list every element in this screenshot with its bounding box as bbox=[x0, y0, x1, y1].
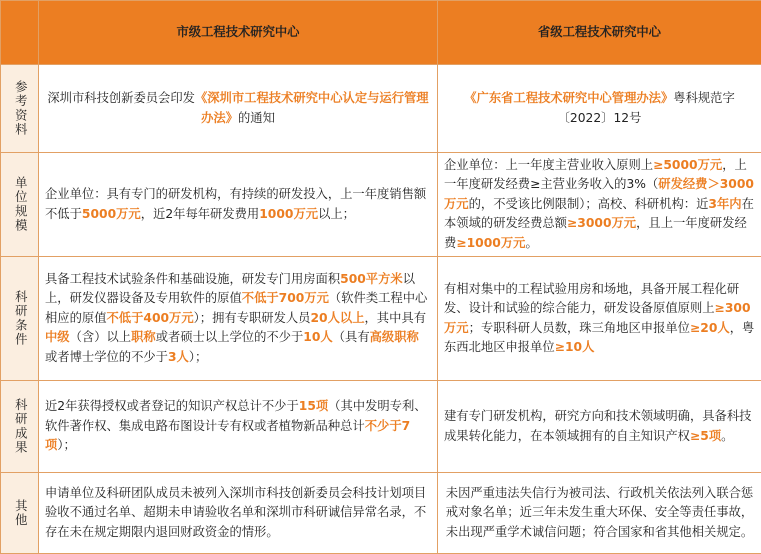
body-text: ）；拥有专职研发人员 bbox=[194, 311, 311, 325]
row-label-scale: 单位规模 bbox=[1, 153, 39, 257]
body-text: 具备工程技术试验条件和基础设施，研发专门用房面积 bbox=[45, 272, 340, 286]
body-text: 近2年获得授权或者登记的知识产权总计不少于 bbox=[45, 399, 299, 413]
body-text: 未因严重违法失信行为被司法、行政机关依法列入联合惩戒对象名单；近三年未发生重大环保、安全等责任事故，未出现严重学术诚信问题；符合国家和省其他相关规定。 bbox=[446, 486, 753, 539]
highlight-text: 研发经费＞3000万元 bbox=[444, 177, 754, 211]
body-text: 建有专门研发机构，研究方向和技术领域明确，具备科技成果转化能力，在本领域拥有的自主知识产权 bbox=[444, 409, 751, 443]
highlight-text: ≥20人 bbox=[690, 321, 730, 335]
highlight-text: 10人 bbox=[303, 330, 332, 344]
row-label-research-conditions: 科研条件 bbox=[1, 257, 39, 381]
highlight-text: 3年内 bbox=[708, 197, 741, 211]
body-text: 。 bbox=[721, 429, 733, 443]
body-text: 粤科规范字〔2022〕12号 bbox=[558, 91, 735, 125]
body-text: ，且上一年度研发经费 bbox=[444, 216, 747, 250]
body-text: （软件类工程中心相应的原值 bbox=[45, 291, 427, 325]
highlight-text: ≥3000万元 bbox=[567, 216, 636, 230]
body-text: 申请单位及科研团队成员未被列入深圳市科技创新委员会科技计划项目验收不通过名单、超期未申请验收名单和深圳市科研诚信异常名录，不存在未在规定期限内退回财政资金的情形。 bbox=[45, 486, 426, 539]
row-reference bbox=[1, 65, 761, 153]
body-text: 。 bbox=[525, 236, 537, 250]
row-research-conditions bbox=[1, 257, 761, 381]
highlight-text: ≥5000万元 bbox=[653, 158, 722, 172]
body-text: ，近2年每年研发费用 bbox=[141, 207, 260, 221]
highlight-text: 15项 bbox=[299, 399, 328, 413]
province-reference-cell bbox=[438, 65, 761, 153]
body-text: ，其中具有 bbox=[365, 311, 427, 325]
city-other-cell bbox=[39, 473, 438, 554]
row-label-research-results: 科研成果 bbox=[1, 381, 39, 473]
body-text: （具有 bbox=[333, 330, 370, 344]
body-text: ，上一年度研发经费≥主营业务收入的3%（ bbox=[444, 158, 747, 192]
body-text: ）； bbox=[189, 350, 207, 364]
highlight-text: 《广东省工程技术研究中心管理办法》 bbox=[464, 91, 673, 105]
highlight-text: 《深圳市工程技术研究中心认定与运行管理办法》 bbox=[195, 91, 429, 125]
header-row bbox=[1, 1, 761, 65]
body-text: 或者硕士以上学位的不少于 bbox=[156, 330, 304, 344]
row-research-results bbox=[1, 381, 761, 473]
row-scale bbox=[1, 153, 761, 257]
body-text: 深圳市科技创新委员会印发 bbox=[47, 91, 195, 105]
header-city-level: 市级工程技术研究中心 bbox=[39, 1, 438, 65]
body-text: 企业单位：具有专门的研发机构，有持续的研发投入，上一年度销售额不低于 bbox=[45, 187, 426, 221]
row-label-reference: 参考资料 bbox=[1, 65, 39, 153]
province-other-cell bbox=[438, 473, 761, 554]
province-conditions-cell bbox=[438, 257, 761, 381]
body-text: ；专职科研人员数，珠三角地区申报单位 bbox=[469, 321, 690, 335]
highlight-text: ≥10人 bbox=[555, 340, 595, 354]
highlight-text: 不少于7项 bbox=[45, 419, 410, 453]
highlight-text: 5000万元 bbox=[82, 207, 141, 221]
body-text: 有相对集中的工程试验用房和场地，具备开展工程化研发、设计和试验的综合能力，研发设备原值原则上 bbox=[444, 282, 739, 316]
body-text: ）； bbox=[57, 438, 75, 452]
city-scale-cell bbox=[39, 153, 438, 257]
body-text: 或者博士学位的不少于 bbox=[45, 350, 168, 364]
highlight-text: 500平方米 bbox=[340, 272, 403, 286]
header-province-level: 省级工程技术研究中心 bbox=[438, 1, 761, 65]
body-text: 企业单位：上一年度主营业收入原则上 bbox=[444, 158, 653, 172]
header-corner bbox=[1, 1, 39, 65]
highlight-text: 不低于400万元 bbox=[107, 311, 194, 325]
city-results-cell bbox=[39, 381, 438, 473]
body-text: ，粤东西北地区申报单位 bbox=[444, 321, 754, 355]
row-other bbox=[1, 473, 761, 554]
city-reference-cell bbox=[39, 65, 438, 153]
body-text: 的通知 bbox=[238, 111, 275, 125]
highlight-text: ≥5项 bbox=[690, 429, 721, 443]
highlight-text: 1000万元 bbox=[259, 207, 318, 221]
province-results-cell bbox=[438, 381, 761, 473]
city-conditions-cell bbox=[39, 257, 438, 381]
highlight-text: 3人 bbox=[168, 350, 189, 364]
highlight-text: ≥300万元 bbox=[444, 301, 751, 335]
body-text: （含）以上 bbox=[70, 330, 132, 344]
highlight-text: ≥1000万元 bbox=[456, 236, 525, 250]
highlight-text: 职称 bbox=[131, 330, 156, 344]
body-text: （其中发明专利、软件著作权、集成电路布图设计专有权或者植物新品种总计 bbox=[45, 399, 427, 433]
province-scale-cell bbox=[438, 153, 761, 257]
row-label-other: 其他 bbox=[1, 473, 39, 554]
highlight-text: 高级职称 bbox=[370, 330, 419, 344]
highlight-text: 20人以上 bbox=[310, 311, 364, 325]
body-text: 在本领域的研发经费总额 bbox=[444, 197, 754, 231]
highlight-text: 不低于700万元 bbox=[242, 291, 329, 305]
body-text: 的，不受该比例限制）；高校、科研机构：近 bbox=[469, 197, 709, 211]
highlight-text: 中级 bbox=[45, 330, 70, 344]
body-text: 以上； bbox=[318, 207, 355, 221]
body-text: 以上，研发仪器设备及专用软件的原值 bbox=[45, 272, 415, 306]
